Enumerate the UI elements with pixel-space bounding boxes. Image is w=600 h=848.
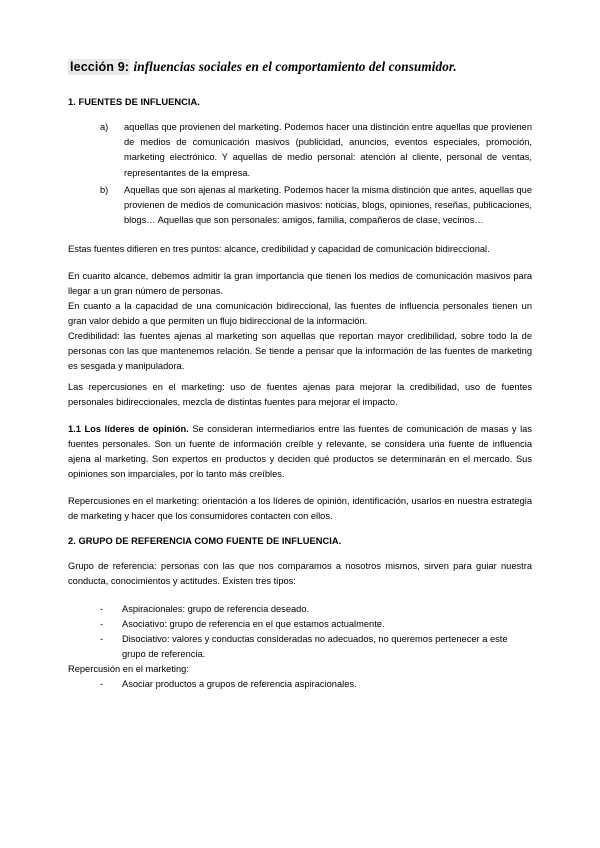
section-heading-1: 1. FUENTES DE INFLUENCIA.: [68, 97, 200, 108]
list-marker-b: b): [100, 184, 109, 195]
list-item: [68, 632, 532, 662]
list-item: [68, 602, 532, 617]
section-heading-2: 2. GRUPO DE REFERENCIA COMO FUENTE DE INFLUENCIA.: [68, 536, 342, 547]
subsection-1-1-text: Se consideran intermediarios entre las fuentes de comunicación de masas y las fuentes personales. Son un fuente de información creíble y relevante, se considera una fuente de influencia ajena al marketing. Son expertos en productos y deciden qué productos se determinarán en el mercado. Sus opiniones son imparciales, por lo tanto más creíbles.: [68, 424, 532, 480]
repercusion-list: [68, 677, 532, 692]
title-highlight: lección 9:: [70, 60, 130, 74]
repercusion-item: Asociar productos a grupos de referencia aspiracionales.: [122, 678, 357, 689]
dash-marker: -: [100, 603, 104, 614]
list-marker-a: a): [100, 122, 109, 133]
list-text-a: aquellas que provienen del marketing. Podemos hacer una distinción entre aquellas que provienen de medios de comunicación masivos (publicidad, anuncios, eventos especiales, promoción, marketing electrónico. Y aquellas de medio personal: atención al cliente, personal de ventas, representantes de la empresa.: [124, 122, 532, 178]
list-item: [68, 617, 532, 632]
title-rest: influencias sociales en el comportamiento del consumidor.: [130, 59, 457, 74]
page-title: [68, 58, 532, 75]
paragraph-bidireccional: En cuanto a la capacidad de una comunicación bidireccional, las fuentes de influencia personales tienen un gran valor debido a que permiten un flujo bidireccional de la información.: [68, 300, 532, 326]
tipo-asociativo: Asociativo: grupo de referencia en el que estamos actualmente.: [122, 618, 385, 629]
list-text-b: Aquellas que son ajenas al marketing. Podemos hacer la misma distinción que antes, aquellas que provienen de medios de comunicación masivos: noticias, blogs, opiniones, reseñas, publicaciones, blogs… Aquellas que son personales: amigos, familia, compañeros de clase, vecinos…: [124, 184, 532, 225]
subsection-1-1: [68, 422, 532, 482]
reference-group-types-list: [68, 602, 532, 662]
paragraph-credibilidad: Credibilidad: las fuentes ajenas al marketing son aquellas que reportan mayor credibilidad, sobre todo la de personas con las que mantenemos relación. Se tiende a pensar que la información de las fuentes de marketing es sesgada y manipuladora.: [68, 330, 532, 372]
dash-marker: -: [100, 678, 104, 689]
paragraph-grupo-referencia: Grupo de referencia: personas con las que nos comparamos a nosotros mismos, sirven para guiar nuestra conducta, conocimientos y actitudes. Existen tres tipos:: [68, 561, 532, 587]
paragraph-repercusiones: Las repercusiones en el marketing: uso de fuentes ajenas para mejorar la credibilidad, uso de fuentes personales bidireccionales, mezcla de distintas fuentes para mejorar el impacto.: [68, 382, 532, 408]
subsection-1-1-label: 1.1 Los líderes de opinión.: [68, 424, 189, 435]
paragraph-alcance: En cuanto alcance, debemos admitir la gran importancia que tienen los medios de comunicación masivos para llegar a un gran número de personas.: [68, 270, 532, 296]
dash-marker: -: [100, 618, 104, 629]
paragraph-diferencias: Estas fuentes difieren en tres puntos: alcance, credibilidad y capacidad de comunicación bidireccional.: [68, 243, 490, 254]
dash-marker: -: [100, 633, 104, 644]
tipo-aspiracionales: Aspiracionales: grupo de referencia deseado.: [122, 603, 310, 614]
list-item: [68, 677, 532, 692]
list-item: [68, 183, 532, 228]
repercusion-label: Repercusión en el marketing:: [68, 663, 189, 674]
list-item: [68, 120, 532, 180]
paragraph-group-alcance: [68, 269, 532, 374]
tipo-disociativo: Disociativo: valores y conductas consideradas no adecuados, no queremos pertenecer a este grupo de referencia.: [122, 633, 508, 659]
paragraph-repercusiones-lideres: Repercusiones en el marketing: orientación a los líderes de opinión, identificación, usarlos en nuestra estrategia de marketing y hacer que los consumidores contacten con ellos.: [68, 496, 532, 522]
influence-sources-list: [68, 120, 532, 227]
